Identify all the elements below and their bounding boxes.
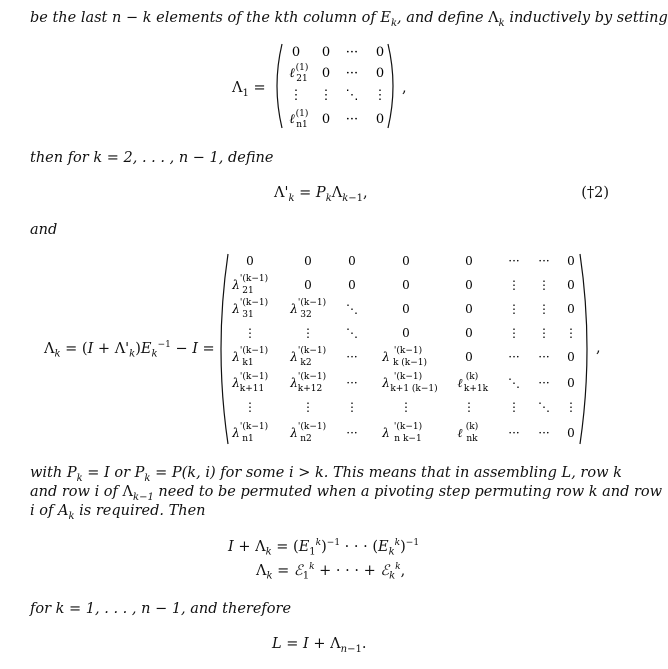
svg-text:···: ···: [508, 426, 520, 440]
svg-text:21: 21: [296, 74, 308, 84]
svg-text:0: 0: [402, 326, 410, 340]
svg-text:'(k−1): '(k−1): [297, 298, 327, 308]
svg-text:···: ···: [345, 112, 359, 127]
svg-text:⋮: ⋮: [302, 400, 314, 414]
svg-text:k+1k: k+1k: [463, 384, 489, 394]
paragraph-1: be the last n − k elements of the kth column of $E_k$, and define $\Lambda_k$ inductively by setting: [30, 10, 668, 29]
svg-text:n1: n1: [242, 434, 254, 444]
svg-text:⋮: ⋮: [508, 400, 520, 414]
eq5: $L = I + \Lambda_{n-1}$.: [272, 636, 367, 655]
svg-text:k1: k1: [242, 358, 254, 368]
svg-text:0: 0: [304, 254, 312, 268]
paragraph-4c: i of $A_k$ is required. Then: [30, 503, 206, 522]
svg-text:21: 21: [242, 286, 254, 296]
svg-text:⋮: ⋮: [538, 278, 550, 292]
svg-text:'(k−1): '(k−1): [239, 274, 269, 284]
svg-text:k+1 (k−1): k+1 (k−1): [390, 384, 438, 394]
svg-text:λ: λ: [232, 350, 240, 364]
svg-text:'(k−1): '(k−1): [239, 346, 269, 356]
svg-text:0: 0: [348, 254, 356, 268]
svg-text:n2: n2: [300, 434, 312, 444]
svg-text:⋮: ⋮: [400, 400, 412, 414]
svg-text:(k): (k): [465, 422, 479, 432]
svg-text:⋮: ⋮: [508, 302, 520, 316]
svg-text:'(k−1): '(k−1): [297, 422, 327, 432]
paragraph-3: and: [30, 222, 58, 238]
svg-text:0: 0: [291, 45, 301, 60]
svg-text:32: 32: [300, 310, 312, 320]
svg-text:⋮: ⋮: [508, 278, 520, 292]
paragraph-4b: and row i of $\Lambda_{k-1}$ need to be permuted when a pivoting step permuting row k and row: [30, 484, 663, 503]
eq1-comma: ,: [402, 80, 407, 96]
svg-text:⋮: ⋮: [319, 88, 333, 103]
svg-text:λ: λ: [382, 426, 390, 440]
svg-text:0: 0: [465, 350, 473, 364]
svg-text:n1: n1: [296, 120, 308, 130]
eq4a: $I + \Lambda_k = (E_1^k)^{-1}$ · · · $(E_k^k)^{-1}$: [228, 538, 420, 558]
svg-text:(1): (1): [295, 63, 309, 73]
svg-text:ℓ: ℓ: [289, 66, 295, 81]
svg-text:k2: k2: [300, 358, 312, 368]
svg-text:⋱: ⋱: [345, 88, 359, 103]
svg-text:λ: λ: [382, 350, 390, 364]
svg-text:···: ···: [345, 45, 359, 60]
svg-text:···: ···: [508, 254, 520, 268]
svg-text:λ: λ: [232, 278, 240, 292]
svg-text:n k−1: n k−1: [394, 434, 422, 444]
svg-text:(1): (1): [295, 109, 309, 119]
svg-text:⋮: ⋮: [508, 326, 520, 340]
svg-text:'(k−1): '(k−1): [393, 422, 423, 432]
eq3-matrix: [214, 250, 594, 448]
svg-text:31: 31: [242, 310, 254, 320]
svg-text:⋮: ⋮: [289, 88, 303, 103]
svg-text:0: 0: [567, 376, 575, 390]
svg-text:⋮: ⋮: [346, 400, 358, 414]
svg-text:0: 0: [402, 254, 410, 268]
svg-text:λ: λ: [232, 376, 240, 390]
svg-text:0: 0: [246, 254, 254, 268]
svg-text:···: ···: [346, 350, 358, 364]
svg-text:⋱: ⋱: [538, 400, 550, 414]
svg-text:···: ···: [346, 426, 358, 440]
svg-text:'(k−1): '(k−1): [393, 346, 423, 356]
eq2: $\Lambda'_k = P_k\Lambda_{k-1}$,: [274, 185, 368, 204]
svg-text:⋱: ⋱: [346, 302, 358, 316]
svg-text:0: 0: [304, 278, 312, 292]
eq4b: $\Lambda_k$ = ℰ$_1^k$ + · · · + ℰ$_k^k$,: [256, 562, 406, 582]
eq1-matrix: [270, 40, 400, 132]
svg-text:0: 0: [348, 278, 356, 292]
svg-text:λ: λ: [232, 426, 240, 440]
svg-text:0: 0: [465, 326, 473, 340]
svg-text:'(k−1): '(k−1): [297, 372, 327, 382]
svg-text:'(k−1): '(k−1): [239, 298, 269, 308]
svg-text:⋮: ⋮: [244, 326, 256, 340]
eq2-tag: (†2): [581, 185, 609, 201]
svg-text:0: 0: [465, 254, 473, 268]
svg-text:'(k−1): '(k−1): [393, 372, 423, 382]
svg-text:k+12: k+12: [297, 384, 323, 394]
svg-text:···: ···: [538, 350, 550, 364]
svg-text:λ: λ: [382, 376, 390, 390]
svg-text:0: 0: [321, 45, 331, 60]
svg-text:···: ···: [346, 376, 358, 390]
svg-text:λ: λ: [290, 376, 298, 390]
svg-text:ℓ: ℓ: [289, 112, 295, 127]
svg-text:k (k−1): k (k−1): [392, 358, 428, 368]
svg-text:0: 0: [375, 66, 385, 81]
svg-text:0: 0: [321, 112, 331, 127]
svg-text:0: 0: [567, 254, 575, 268]
svg-text:ℓ: ℓ: [457, 376, 463, 390]
svg-text:⋮: ⋮: [538, 326, 550, 340]
svg-text:···: ···: [538, 376, 550, 390]
svg-text:0: 0: [567, 426, 575, 440]
svg-text:···: ···: [345, 66, 359, 81]
svg-text:⋱: ⋱: [346, 326, 358, 340]
svg-text:···: ···: [508, 350, 520, 364]
svg-text:···: ···: [538, 254, 550, 268]
svg-text:⋮: ⋮: [565, 326, 577, 340]
svg-text:λ: λ: [232, 302, 240, 316]
svg-text:0: 0: [321, 66, 331, 81]
paragraph-5: for k = 1, . . . , n − 1, and therefore: [30, 601, 292, 617]
svg-text:0: 0: [375, 112, 385, 127]
svg-text:⋮: ⋮: [565, 400, 577, 414]
eq3-lhs: $\Lambda_k = (I + \Lambda'_k)E_k^{-1} - I$ =: [44, 340, 215, 360]
svg-text:⋮: ⋮: [463, 400, 475, 414]
svg-text:···: ···: [538, 426, 550, 440]
paragraph-2: then for k = 2, . . . , n − 1, define: [30, 150, 274, 166]
eq1-lhs: $\Lambda_1$ =: [232, 80, 266, 99]
svg-text:0: 0: [567, 350, 575, 364]
svg-text:0: 0: [567, 278, 575, 292]
svg-text:k+11: k+11: [239, 384, 265, 394]
svg-text:0: 0: [465, 278, 473, 292]
svg-text:0: 0: [567, 302, 575, 316]
svg-text:⋮: ⋮: [244, 400, 256, 414]
svg-text:0: 0: [402, 302, 410, 316]
svg-text:'(k−1): '(k−1): [239, 422, 269, 432]
svg-text:0: 0: [375, 45, 385, 60]
svg-text:0: 0: [402, 278, 410, 292]
eq3-comma: ,: [596, 340, 601, 356]
svg-text:⋮: ⋮: [538, 302, 550, 316]
svg-text:λ: λ: [290, 426, 298, 440]
svg-text:0: 0: [465, 302, 473, 316]
svg-text:'(k−1): '(k−1): [297, 346, 327, 356]
svg-text:λ: λ: [290, 350, 298, 364]
svg-text:⋱: ⋱: [508, 376, 520, 390]
svg-text:⋮: ⋮: [373, 88, 387, 103]
svg-text:'(k−1): '(k−1): [239, 372, 269, 382]
svg-text:nk: nk: [466, 434, 478, 444]
svg-text:(k): (k): [465, 372, 479, 382]
paragraph-4a: with $P_k = I$ or $P_k = P(k$, i) for some i > k. This means that in assembling L, row k: [30, 465, 622, 484]
svg-text:λ: λ: [290, 302, 298, 316]
svg-text:⋮: ⋮: [302, 326, 314, 340]
svg-text:ℓ: ℓ: [457, 426, 463, 440]
